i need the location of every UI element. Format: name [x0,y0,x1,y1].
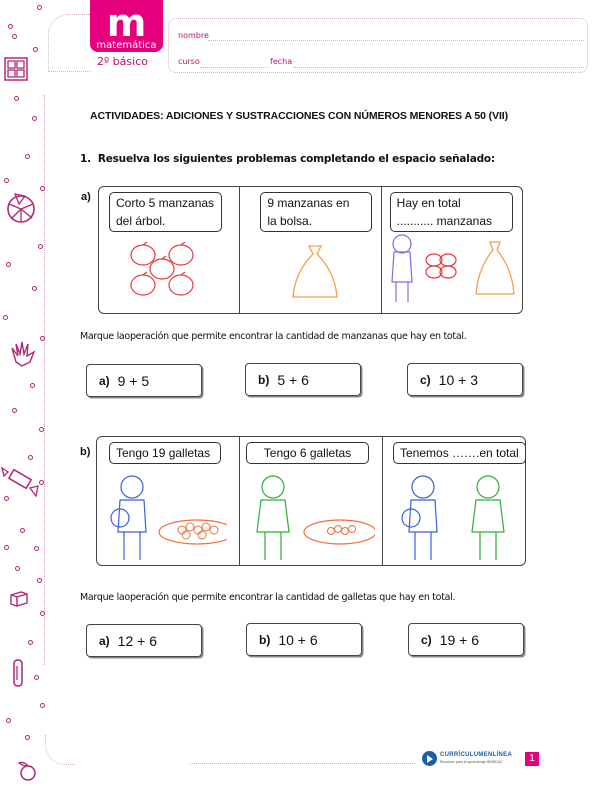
decorative-curve [45,735,75,765]
problem-label: a) [81,191,91,203]
bubble-text: Tengo 19 galletas [116,446,211,460]
brand-tagline: Recursos para el aprendizaje MINEDUC [440,759,503,764]
brand-name: CURRÍCULUMENLÍNEA [440,751,513,758]
decorative-dot [34,546,39,551]
date-label: fecha [270,57,293,66]
name-field[interactable] [208,40,584,41]
instruction-number: 1. [80,153,91,165]
boy-and-girl-illustration [393,472,523,567]
decorative-dot [25,735,30,740]
option-letter: b) [259,632,271,647]
option-a-button[interactable] [86,364,202,397]
bubble-text: Hay en total [396,196,461,210]
speech-bubble [109,192,222,232]
bubble-text: Tengo 6 galletas [263,446,352,460]
grade-label: 2º básico [97,55,148,68]
decorative-dot [4,545,9,550]
option-expression: 19 + 6 [439,631,479,648]
paperclip-icon [10,658,26,688]
girl-apples-bag-illustration [384,232,524,312]
comic-panel [97,437,240,565]
instruction [80,153,495,165]
option-expression: 10 + 3 [438,371,478,388]
decorative-dot [34,675,39,680]
hand-icon [8,338,38,368]
speech-bubble [109,442,221,464]
option-a-button[interactable] [86,624,202,657]
question-text: Marque laoperación que permite encontrar la cantidad de manzanas que hay en total. [80,331,467,342]
instruction-text: Resuelva los siguientes problemas completando el espacio señalado: [97,153,495,165]
grid-icon [3,56,29,82]
decorative-dot [32,116,37,121]
decorative-rail [44,95,45,665]
bubble-text: la bolsa. [267,214,313,228]
bubble-text: del árbol. [116,214,166,228]
decorative-dot [3,315,8,320]
bubble-text: Corto 5 manzanas [116,196,215,210]
speech-bubble [393,442,526,464]
decorative-dot [6,262,11,267]
option-expression: 10 + 6 [278,631,318,648]
bubble-text: ........... manzanas [396,214,493,228]
bubble-text: Tenemos …….en total [400,446,519,460]
decorative-dot [33,47,38,52]
comic-strip-b [96,436,526,566]
option-letter: b) [258,372,270,387]
decorative-dot [40,611,45,616]
apple-icon [14,758,40,782]
bag-illustration [285,242,345,307]
decorative-dot [12,34,17,39]
comic-strip-a [98,186,523,314]
curriculum-logo [422,751,512,766]
option-expression: 12 + 6 [117,632,157,649]
cube-icon [8,588,30,608]
speech-bubble [246,442,369,464]
decorative-dot [40,703,45,708]
decorative-dot [32,286,37,291]
question-text: Marque laoperación que permite encontrar la cantidad de galletas que hay en total. [80,592,456,603]
option-b-button[interactable] [246,623,362,656]
decorative-dot [37,5,42,10]
footer-divider [190,763,415,764]
comic-panel [382,187,522,313]
decorative-dot [37,578,42,583]
problem-label: b) [80,446,91,458]
option-letter: a) [99,633,110,648]
student-info-box [168,18,588,73]
decorative-dot [30,383,35,388]
option-c-button[interactable] [408,623,524,656]
bubble-text: 9 manzanas en [267,196,350,210]
date-field[interactable] [294,67,584,68]
decorative-dot [14,96,19,101]
course-label: curso [178,57,200,66]
decorative-curve [48,14,90,72]
comic-panel [240,187,381,313]
option-letter: a) [99,373,110,388]
boy-cookies-illustration [102,472,227,567]
brand-text [440,752,512,766]
speech-bubble [390,192,513,232]
option-letter: c) [421,632,432,647]
decorative-dot [8,24,13,29]
decorative-dot [15,566,20,571]
comic-panel [99,187,240,313]
decorative-dot [25,154,30,159]
course-field[interactable] [200,67,268,68]
apples-illustration [129,242,209,302]
worksheet-title: ACTIVIDADES: ADICIONES Y SUSTRACCIONES CON NÚMEROS MENORES A 50 (VII) [90,110,509,122]
page-number: 1 [525,752,539,766]
decorative-dot [38,244,43,249]
logo-letter: m [106,1,147,45]
decorative-dot [12,408,17,413]
comic-panel [240,437,383,565]
decorative-dot [4,178,9,183]
name-label: nombre [178,31,209,40]
girl-cookies-illustration [245,472,375,567]
decorative-dot [40,336,45,341]
decorative-dot [28,455,33,460]
decorative-dot [39,427,44,432]
candy-icon [0,466,42,500]
option-c-button[interactable] [407,363,523,396]
speech-bubble [260,192,372,232]
option-letter: c) [420,372,431,387]
subject-logo [90,0,163,52]
decorative-dot [40,186,45,191]
option-expression: 5 + 6 [277,371,309,388]
subject-name: matemática [96,40,157,51]
decorative-dot [20,528,25,533]
comic-panel [383,437,525,565]
decorative-dot [6,718,11,723]
decorative-dot [28,640,33,645]
pie-chart-icon [5,192,37,224]
option-expression: 9 + 5 [117,372,150,389]
option-b-button[interactable] [245,363,361,396]
play-icon [422,751,437,766]
